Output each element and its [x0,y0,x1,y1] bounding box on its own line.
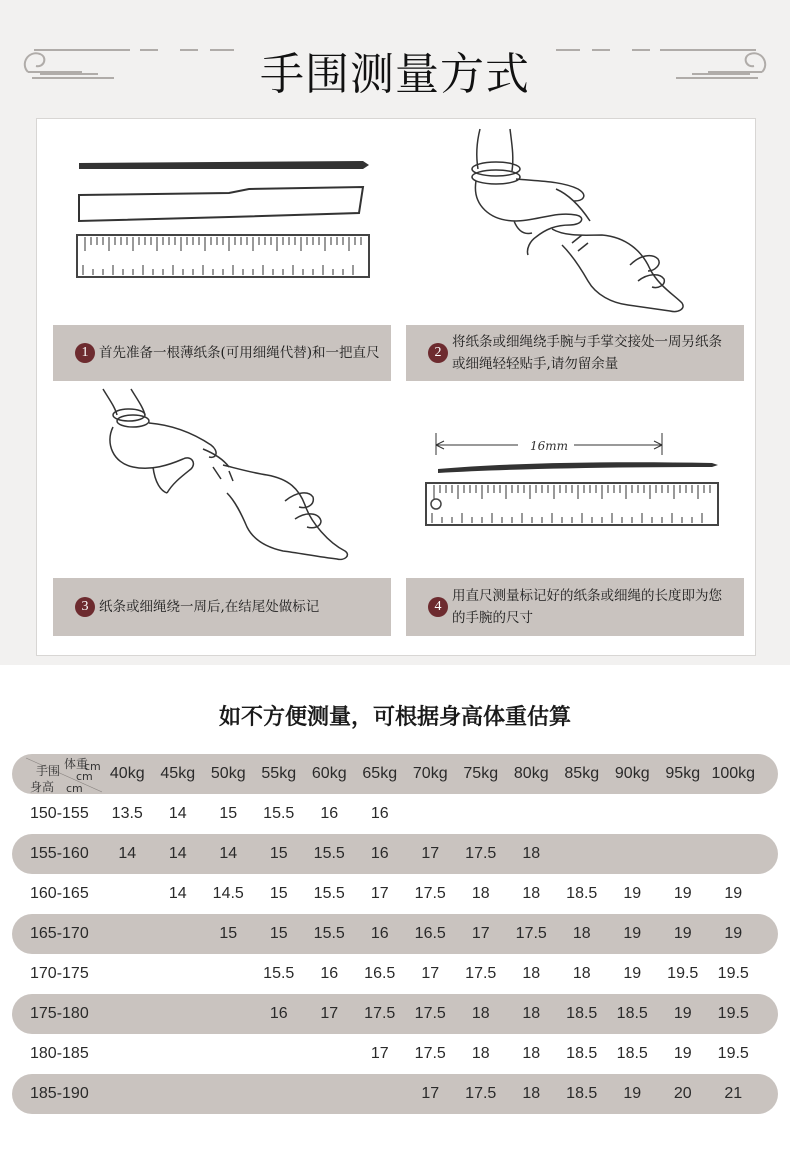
weight-header: 85kg [564,765,600,782]
weight-header: 60kg [311,765,347,782]
hand-size-cell: 14 [168,805,187,822]
hand-size-cell: 17.5 [465,845,497,862]
hand-size-cell: 19 [623,885,642,902]
hand-size-cell: 17.5 [414,885,446,902]
hand-size-cell: 17 [421,965,440,982]
hand-size-cell: 16 [370,845,389,862]
step-4-number: 4 [428,597,448,617]
table-corner-cell [12,754,102,794]
hand-size-cell: 17.5 [465,1085,497,1102]
hand-size-cell: 17.5 [414,1045,446,1062]
hand-size-cell: 15 [269,925,288,942]
hand-size-cell: 16 [370,805,389,822]
hand-size-cell: 18 [522,885,541,902]
hand-size-cell: 19.5 [717,1045,749,1062]
hand-size-cell: 18 [471,1005,490,1022]
weight-header: 100kg [711,765,756,782]
hand-size-cell: 14 [118,845,137,862]
hand-size-cell: 19.5 [717,965,749,982]
hand-size-cell: 19.5 [717,1005,749,1022]
corner-hand-label: 手围 [36,764,61,778]
height-range-label: 160-165 [30,885,89,902]
height-range-label: 175-180 [30,1005,89,1022]
step-3-number: 3 [75,597,95,617]
hand-size-cell: 18 [572,965,591,982]
table-body [12,794,778,1114]
corner-unit-bottom: cm [66,782,83,795]
height-range-label: 180-185 [30,1045,89,1062]
hand-size-cell: 18.5 [566,1005,598,1022]
hand-size-cell: 16 [269,1005,288,1022]
step-3-caption [53,578,391,636]
step-4-text: 用直尺测量标记好的纸条或细绳的长度即为您的手腕的尺寸 [452,588,722,626]
corner-unit-mid: cm [76,770,93,783]
hand-size-cell: 18.5 [616,1045,648,1062]
hand-size-cell: 18 [522,845,541,862]
weight-header: 75kg [463,765,499,782]
height-range-label: 165-170 [30,925,89,942]
measure-strip-illustration [406,383,744,579]
hand-size-cell: 15 [219,925,238,942]
table-row [12,794,778,834]
hand-size-cell: 18.5 [616,1005,648,1022]
steps-panel [36,118,756,656]
hand-size-cell: 14 [168,885,187,902]
hand-size-cell: 19 [673,1005,692,1022]
hand-size-cell: 18 [522,1045,541,1062]
step-1-text: 首先准备一根薄纸条(可用细绳代替)和一把直尺 [99,345,380,361]
table-row [12,914,778,954]
hand-size-cell: 15.5 [313,845,345,862]
hand-size-cell: 18.5 [566,1045,598,1062]
step-2-number: 2 [428,343,448,363]
hand-size-cell: 19 [623,925,642,942]
hand-size-cell: 18 [471,1045,490,1062]
step-2-caption [406,325,744,381]
weight-header: 90kg [614,765,650,782]
hand-size-cell: 13.5 [111,805,143,822]
hand-size-cell: 18.5 [566,1085,598,1102]
corner-weight-label: 体重 [64,757,89,771]
corner-unit-top: cm [84,760,101,773]
corner-height-label: 身高 [30,780,55,794]
hand-size-cell: 16 [370,925,389,942]
hand-size-cell: 19 [673,1045,692,1062]
step-1 [53,125,391,383]
hand-size-cell: 18 [522,965,541,982]
hand-size-cell: 15.5 [263,965,295,982]
hand-size-cell: 17.5 [515,925,547,942]
hand-size-cell: 16.5 [414,925,446,942]
hand-size-cell: 18 [522,1005,541,1022]
hand-size-cell: 16 [320,805,339,822]
hand-size-cell: 19 [724,925,743,942]
weight-header: 80kg [513,765,549,782]
hand-size-cell: 16.5 [364,965,396,982]
hand-size-cell: 16 [320,965,339,982]
step-4-caption [406,578,744,636]
hand-size-cell: 14 [168,845,187,862]
weight-header: 95kg [665,765,701,782]
hand-size-cell: 19 [623,1085,642,1102]
table-row [12,874,778,914]
hand-size-cell: 18 [522,1085,541,1102]
hand-size-cell: 15.5 [313,925,345,942]
table-row [12,994,778,1034]
hand-size-cell: 19 [623,965,642,982]
hand-size-cell: 19 [724,885,743,902]
table-header-row [12,754,778,794]
step-1-caption [53,325,391,381]
hand-size-cell: 17 [421,845,440,862]
hand-size-cell: 17 [421,1085,440,1102]
hand-size-cell: 15.5 [263,805,295,822]
hand-size-cell: 20 [673,1085,692,1102]
hand-size-cell: 21 [724,1085,743,1102]
mark-strip-illustration [53,383,391,579]
weight-header: 40kg [109,765,145,782]
weight-header: 45kg [160,765,196,782]
weight-header: 55kg [261,765,297,782]
table-row [12,1074,778,1114]
table-row [12,834,778,874]
step-3 [53,383,391,641]
hand-size-cell: 19 [673,925,692,942]
table-row [12,1034,778,1074]
measure-label: 16mm [530,439,569,453]
hand-size-cell: 17 [370,1045,389,1062]
hand-size-cell: 15 [269,885,288,902]
hand-size-cell: 17 [471,925,490,942]
hand-size-cell: 17 [320,1005,339,1022]
step-4 [406,383,744,641]
step-3-text: 纸条或细绳绕一周后,在结尾处做标记 [99,599,320,615]
table-row [12,954,778,994]
size-table [12,754,778,1114]
hand-size-cell: 18 [471,885,490,902]
weight-header: 50kg [210,765,246,782]
height-range-label: 155-160 [30,845,89,862]
weight-header: 65kg [362,765,398,782]
hand-size-cell: 17 [370,885,389,902]
hand-size-cell: 15 [269,845,288,862]
hand-size-cell: 17.5 [465,965,497,982]
step-1-number: 1 [75,343,95,363]
hand-size-cell: 17.5 [364,1005,396,1022]
hand-size-cell: 19.5 [667,965,699,982]
height-range-label: 170-175 [30,965,89,982]
hand-size-cell: 18.5 [566,885,598,902]
hand-size-cell: 14 [219,845,238,862]
hand-size-cell: 15 [219,805,238,822]
hand-size-cell: 15.5 [313,885,345,902]
hand-size-cell: 19 [673,885,692,902]
paper-strip-and-ruler-illustration [53,125,391,325]
step-2-text: 将纸条或细绳绕手腕与手掌交接处一周另纸条或细绳轻轻贴手,请勿留余量 [452,334,722,372]
estimate-subtitle: 如不方便测量，可根据身高体重估算 [218,704,571,730]
hand-size-cell: 17.5 [414,1005,446,1022]
height-range-label: 185-190 [30,1085,89,1102]
wrap-wrist-illustration [406,125,744,325]
hand-size-cell: 14.5 [212,885,244,902]
page-title: 手围测量方式 [260,49,530,100]
step-2 [406,125,744,383]
hand-size-cell: 18 [572,925,591,942]
weight-header: 70kg [412,765,448,782]
height-range-label: 150-155 [30,805,89,822]
